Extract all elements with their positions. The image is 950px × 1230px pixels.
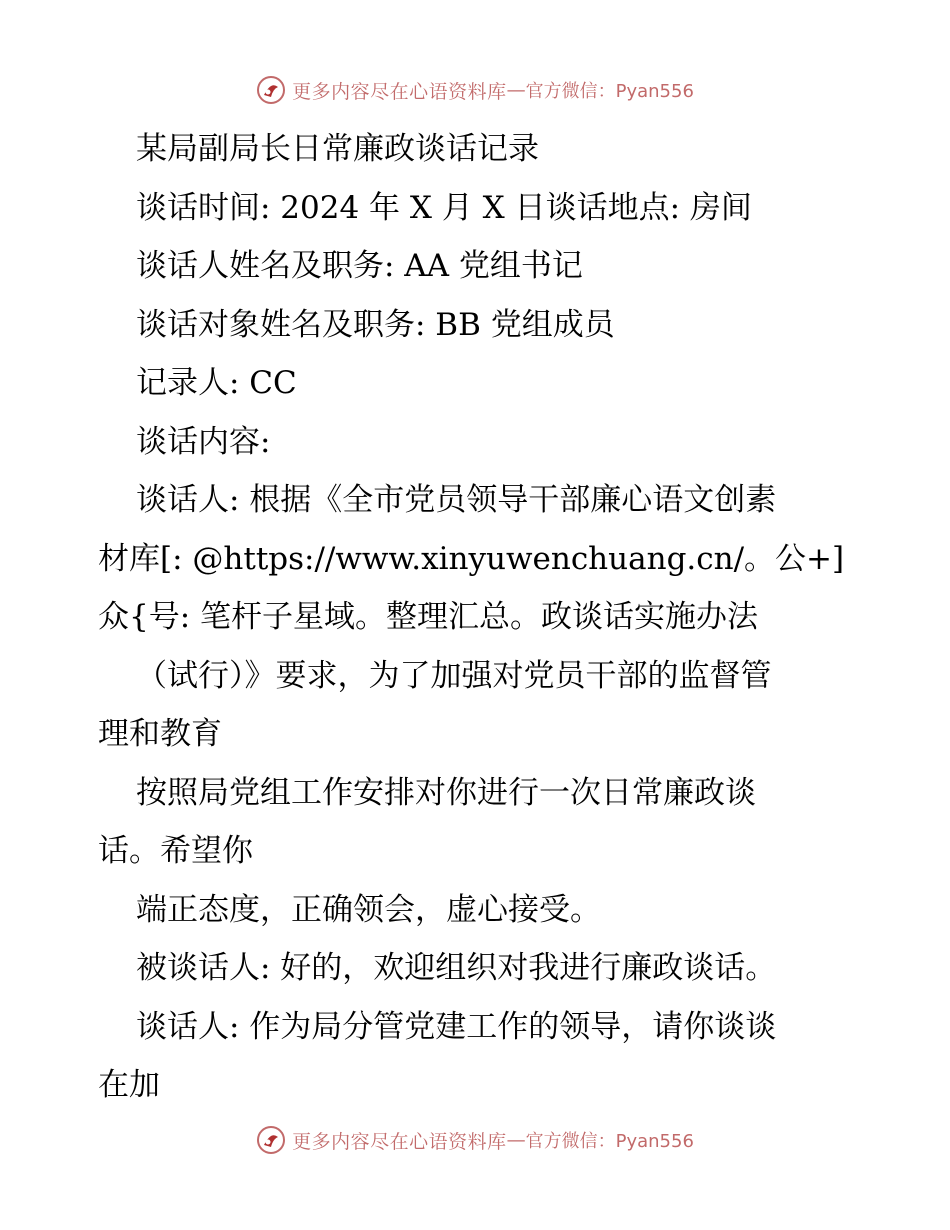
watermark-text: 更多内容尽在心语资料库 <box>292 80 507 103</box>
watermark-banner-bottom <box>0 1120 950 1160</box>
document-line: 按照局党组工作安排对你进行一次日常廉政谈 <box>136 774 756 811</box>
xinyu-logo-icon <box>256 75 286 105</box>
document-line: 在加 <box>98 1067 160 1103</box>
document-line: 众{号: 笔杆子星域。整理汇总。政谈话实施办法 <box>98 599 759 635</box>
document-line: （试行）》要求，为了加强对党员干部的监督管 <box>136 657 772 694</box>
document-line: 谈话人姓名及职务: AA 党组书记 <box>136 248 583 284</box>
xinyu-logo-icon <box>256 1125 286 1155</box>
document-line: 材库[: @https://www.xinyuwenchuang.cn/。公+] <box>98 540 845 577</box>
document-line: 话。希望你 <box>98 833 253 869</box>
watermark-separator: — <box>506 1129 526 1151</box>
document-body <box>98 120 858 1115</box>
document-line: 谈话内容: <box>136 423 271 460</box>
document-line: 谈话时间: 2024 年 X 月 X 日谈话地点: 房间 <box>136 189 752 226</box>
document-line: 理和教育 <box>98 716 222 752</box>
watermark-text: 更多内容尽在心语资料库 <box>292 1130 507 1153</box>
watermark-separator: — <box>506 79 526 101</box>
watermark-wechat: 官方微信：Pyan556 <box>525 81 694 102</box>
document-line: 某局副局长日常廉政谈话记录 <box>136 131 539 167</box>
document-line: 被谈话人: 好的，欢迎组织对我进行廉政谈话。 <box>136 950 777 986</box>
document-line: 端正态度，正确领会，虚心接受。 <box>136 891 601 928</box>
watermark-banner-top <box>0 70 950 110</box>
document-line: 记录人: CC <box>136 365 297 401</box>
document-line: 谈话人: 作为局分管党建工作的领导，请你谈谈 <box>136 1008 777 1045</box>
watermark-wechat: 官方微信：Pyan556 <box>525 1131 694 1152</box>
document-line: 谈话人: 根据《全市党员领导干部廉心语文创素 <box>136 482 777 518</box>
document-line: 谈话对象姓名及职务: BB 党组成员 <box>136 306 615 343</box>
